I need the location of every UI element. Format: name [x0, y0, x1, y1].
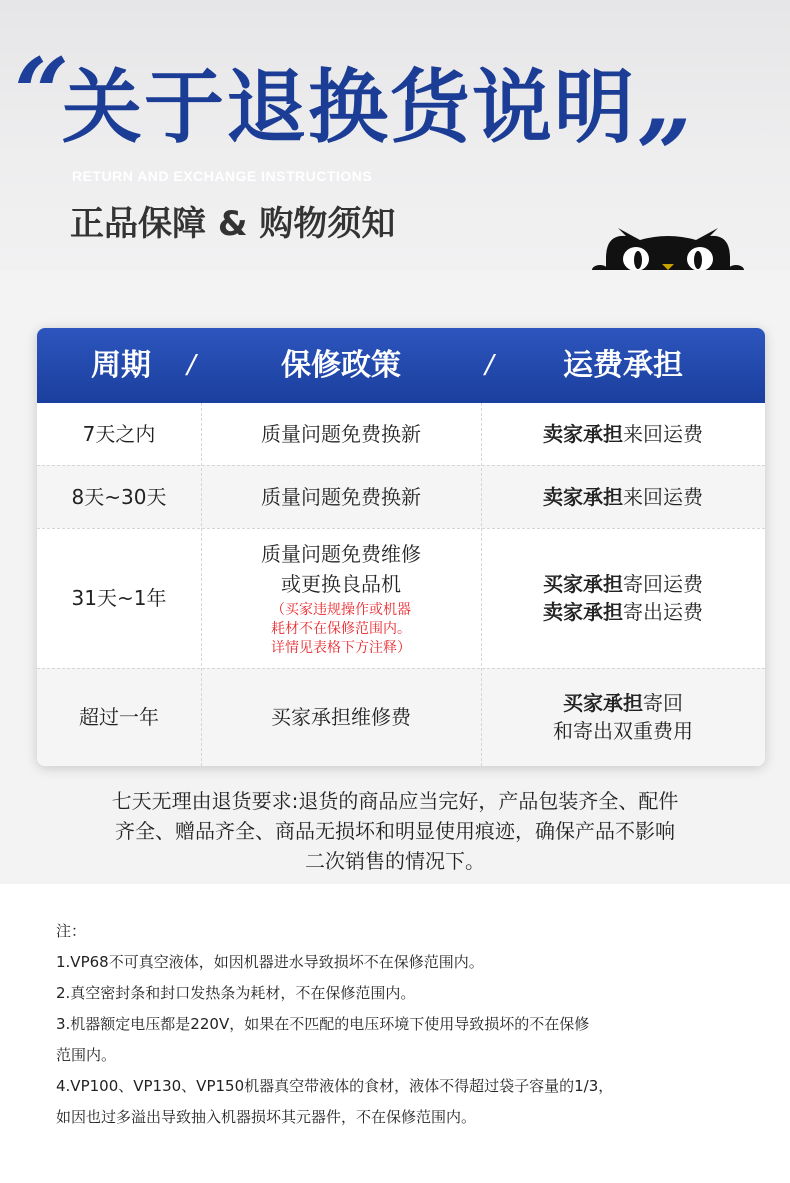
- note-line: 如因也过多溢出导致抽入机器损坏其元器件，不在保修范围内。: [56, 1108, 477, 1126]
- table-row: [37, 403, 765, 465]
- shipping-text: 买家承担寄回运费: [543, 572, 703, 596]
- note-line: 1.VP68不可真空液体，如因机器进水导致损坏不在保修范围内。: [56, 953, 484, 971]
- column-divider: [481, 403, 482, 766]
- shipping-cell: [481, 465, 765, 528]
- shipping-text: 和寄出双重费用: [553, 719, 693, 743]
- table-header: [37, 328, 765, 403]
- row-divider: [37, 668, 765, 669]
- period-cell: 7天之内: [82, 422, 156, 446]
- note-line: 4.VP100、VP130、VP150机器真空带液体的食材，液体不得超过袋子容量的1/3，: [56, 1077, 614, 1095]
- policy-text: 或更换良品机: [281, 571, 401, 596]
- table-row: [37, 528, 765, 668]
- shipping-text: 卖家承担来回运费: [543, 422, 703, 446]
- row-divider: [37, 528, 765, 529]
- period-cell: 31天~1年: [71, 586, 167, 610]
- header-shipping: 运费承担: [563, 348, 683, 383]
- policy-note: 耗材不在保修范围内。: [271, 620, 411, 637]
- policy-text: 买家承担维修费: [271, 705, 411, 729]
- table-row: [37, 465, 765, 528]
- header-separator: /: [485, 350, 494, 380]
- period-cell: 8天~30天: [71, 484, 167, 509]
- shipping-text: 买家承担寄回: [563, 691, 683, 715]
- policy-note: 详情见表格下方注释）: [271, 639, 411, 656]
- shipping-cell: [481, 403, 765, 465]
- shipping-cell: [481, 528, 765, 668]
- policy-text: 质量问题免费换新: [261, 422, 421, 446]
- policy-text: 质量问题免费维修: [261, 541, 421, 566]
- policy-text: 质量问题免费换新: [261, 484, 421, 509]
- shipping-text: 卖家承担寄出运费: [543, 600, 703, 624]
- policy-cell: [201, 668, 481, 766]
- row-divider: [37, 465, 765, 466]
- notes-section: [56, 916, 746, 1133]
- table-row: [37, 668, 765, 766]
- hero-banner: [0, 0, 790, 270]
- cat-mascot-icon: [592, 228, 744, 270]
- note-line: 范围内。: [56, 1046, 117, 1064]
- page-title: 关于退换货说明: [62, 61, 636, 154]
- column-divider: [201, 403, 202, 766]
- close-quote-mark: ”: [636, 99, 692, 212]
- policy-cell: [201, 403, 481, 465]
- return-requirements: [40, 786, 750, 876]
- requirements-line: 七天无理由退货要求:退货的商品应当完好，产品包装齐全、配件: [111, 789, 679, 813]
- shipping-cell: [481, 668, 765, 766]
- note-line: 2.真空密封条和封口发热条为耗材，不在保修范围内。: [56, 984, 416, 1002]
- policy-table: [37, 328, 765, 766]
- policy-note: （买家违规操作或机器: [271, 601, 411, 618]
- english-subtitle: RETURN AND EXCHANGE INSTRUCTIONS: [72, 168, 373, 184]
- shipping-text: 卖家承担来回运费: [543, 484, 703, 509]
- header-separator: /: [187, 350, 196, 380]
- period-cell: 超过一年: [79, 705, 159, 729]
- notes-heading: 注：: [56, 922, 87, 940]
- policy-cell: [201, 465, 481, 528]
- header-policy: 保修政策: [281, 348, 401, 383]
- open-quote-mark: “: [14, 37, 70, 150]
- tagline: 正品保障 & 购物须知: [70, 204, 396, 244]
- policy-cell: [201, 528, 481, 668]
- requirements-line: 齐全、赠品齐全、商品无损坏和明显使用痕迹，确保产品不影响: [115, 819, 675, 843]
- header-period: 周期: [91, 348, 151, 383]
- requirements-line: 二次销售的情况下。: [305, 849, 485, 873]
- note-line: 3.机器额定电压都是220V，如果在不匹配的电压环境下使用导致损坏的不在保修: [56, 1015, 590, 1033]
